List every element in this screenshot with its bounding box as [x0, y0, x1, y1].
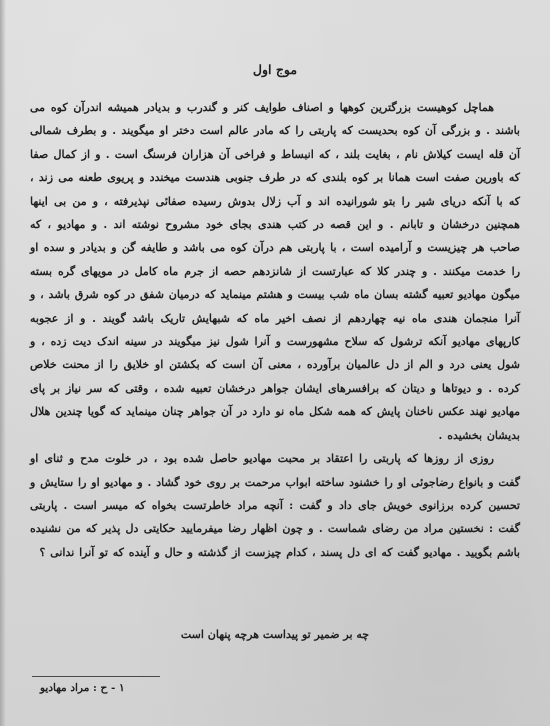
paragraph-2: روزی از روزها که پاربتی را اعتقاد بر محبت مهادیو حاصل شده بود ، در خلوت مدح و ثنای او گفت و بانواع رضاجوئی او را خشنود ساخته ابواب مرحمت بر روی خود گشاد . و مهادیو او را ستایش و تحسین کرده برزانوی خویش جای داد و گفت : آنچه مراد خاطرتست بخواه که میسر است . پاربتی گفت : نخستین مراد من رضای شماست . و چون اظهار رضا میفرمایید حکایتی دل پذیر که من نشنیده باشم بگویید . مهادیو گفت که ای دل پسند ، کدام چیزست از گذشته و حال و آینده که تو آنرا ندانی ؟: [30, 452, 520, 559]
chapter-heading: موج اول: [252, 62, 298, 77]
verse-line: چه بر ضمیر تو پیداست هرچه پنهان است: [180, 628, 370, 641]
footnote: ۱ - ح : مراد مهادیو: [40, 682, 125, 694]
page-scan-edge: [0, 0, 6, 726]
body-text: [30, 96, 520, 564]
paragraph-1: هماچل کوهیست بزرگترین کوهها و اصناف طوایف کنر و گندرب و بدیادر همیشه اندرآن کوه می باشند . و بزرگی آن کوه بحدیست که پاربتی را که مادر عالم است دختر او میگویند . و بطرف شمالی آن قله ایست کیلاش نام ، بغایت بلند ، که انبساط و فراخی آن هزاران فرسنگ است . و از کمال صفا که باورین صفت است همانا بر کوه بلندی که در طرف جنوبی هندست میخندد و پریوی طعنه می زند ، که با آنکه دریای شیر را بتو شورانیده اند و آب زلال بدوش رسیده صفائی نپذیرفته ، و من بی اینها همچنین درخشان و تابانم . و این قصه در کتب هندی بجای خود مشروح نوشته اند . و مهادیو ، که صاحب هر چیزیست و آرامیده است ، با پاربتی هم درآن کوه می باشد و طایفه گن و بدیادر و سده او را خدمت میکنند . و چندر کلا که عبارتست از شانزدهم حصه از جرم ماه کامل در مویهای گره بسته میگون مهادیو تعبیه گشته بسان ماه شب بیست و هشتم مینماید که درمیان شفق در کوه شرق باشد ، و آنرا منجمان هندی ماه نیه چهاردهم از نصف اخیر ماه که شبهایش تاریک باشد گویند . و از عجوبه کارپهای مهادیو آنکه ترشول که سلاح مشهورست و آنرا شول نیز میگویند در سینه اندک دیت زده ، و شول یعنی درد و الم از دل عالمیان برآورده ، معنی آن است که بکشتن او خلایق را از محنت خلاص کرده . و دیوتاها و دیتان که برافسرهای ایشان جواهر درخشان تعبیه شده ، وقتی که سر نیاز بر پای مهادیو نهند عکس ناخنان پایش که همه شکل ماه نو دارد در آن جواهر چنان مینماید که گویا چندین هلال بدیشان بخشیده .: [30, 101, 520, 442]
footnote-divider: [32, 676, 160, 677]
